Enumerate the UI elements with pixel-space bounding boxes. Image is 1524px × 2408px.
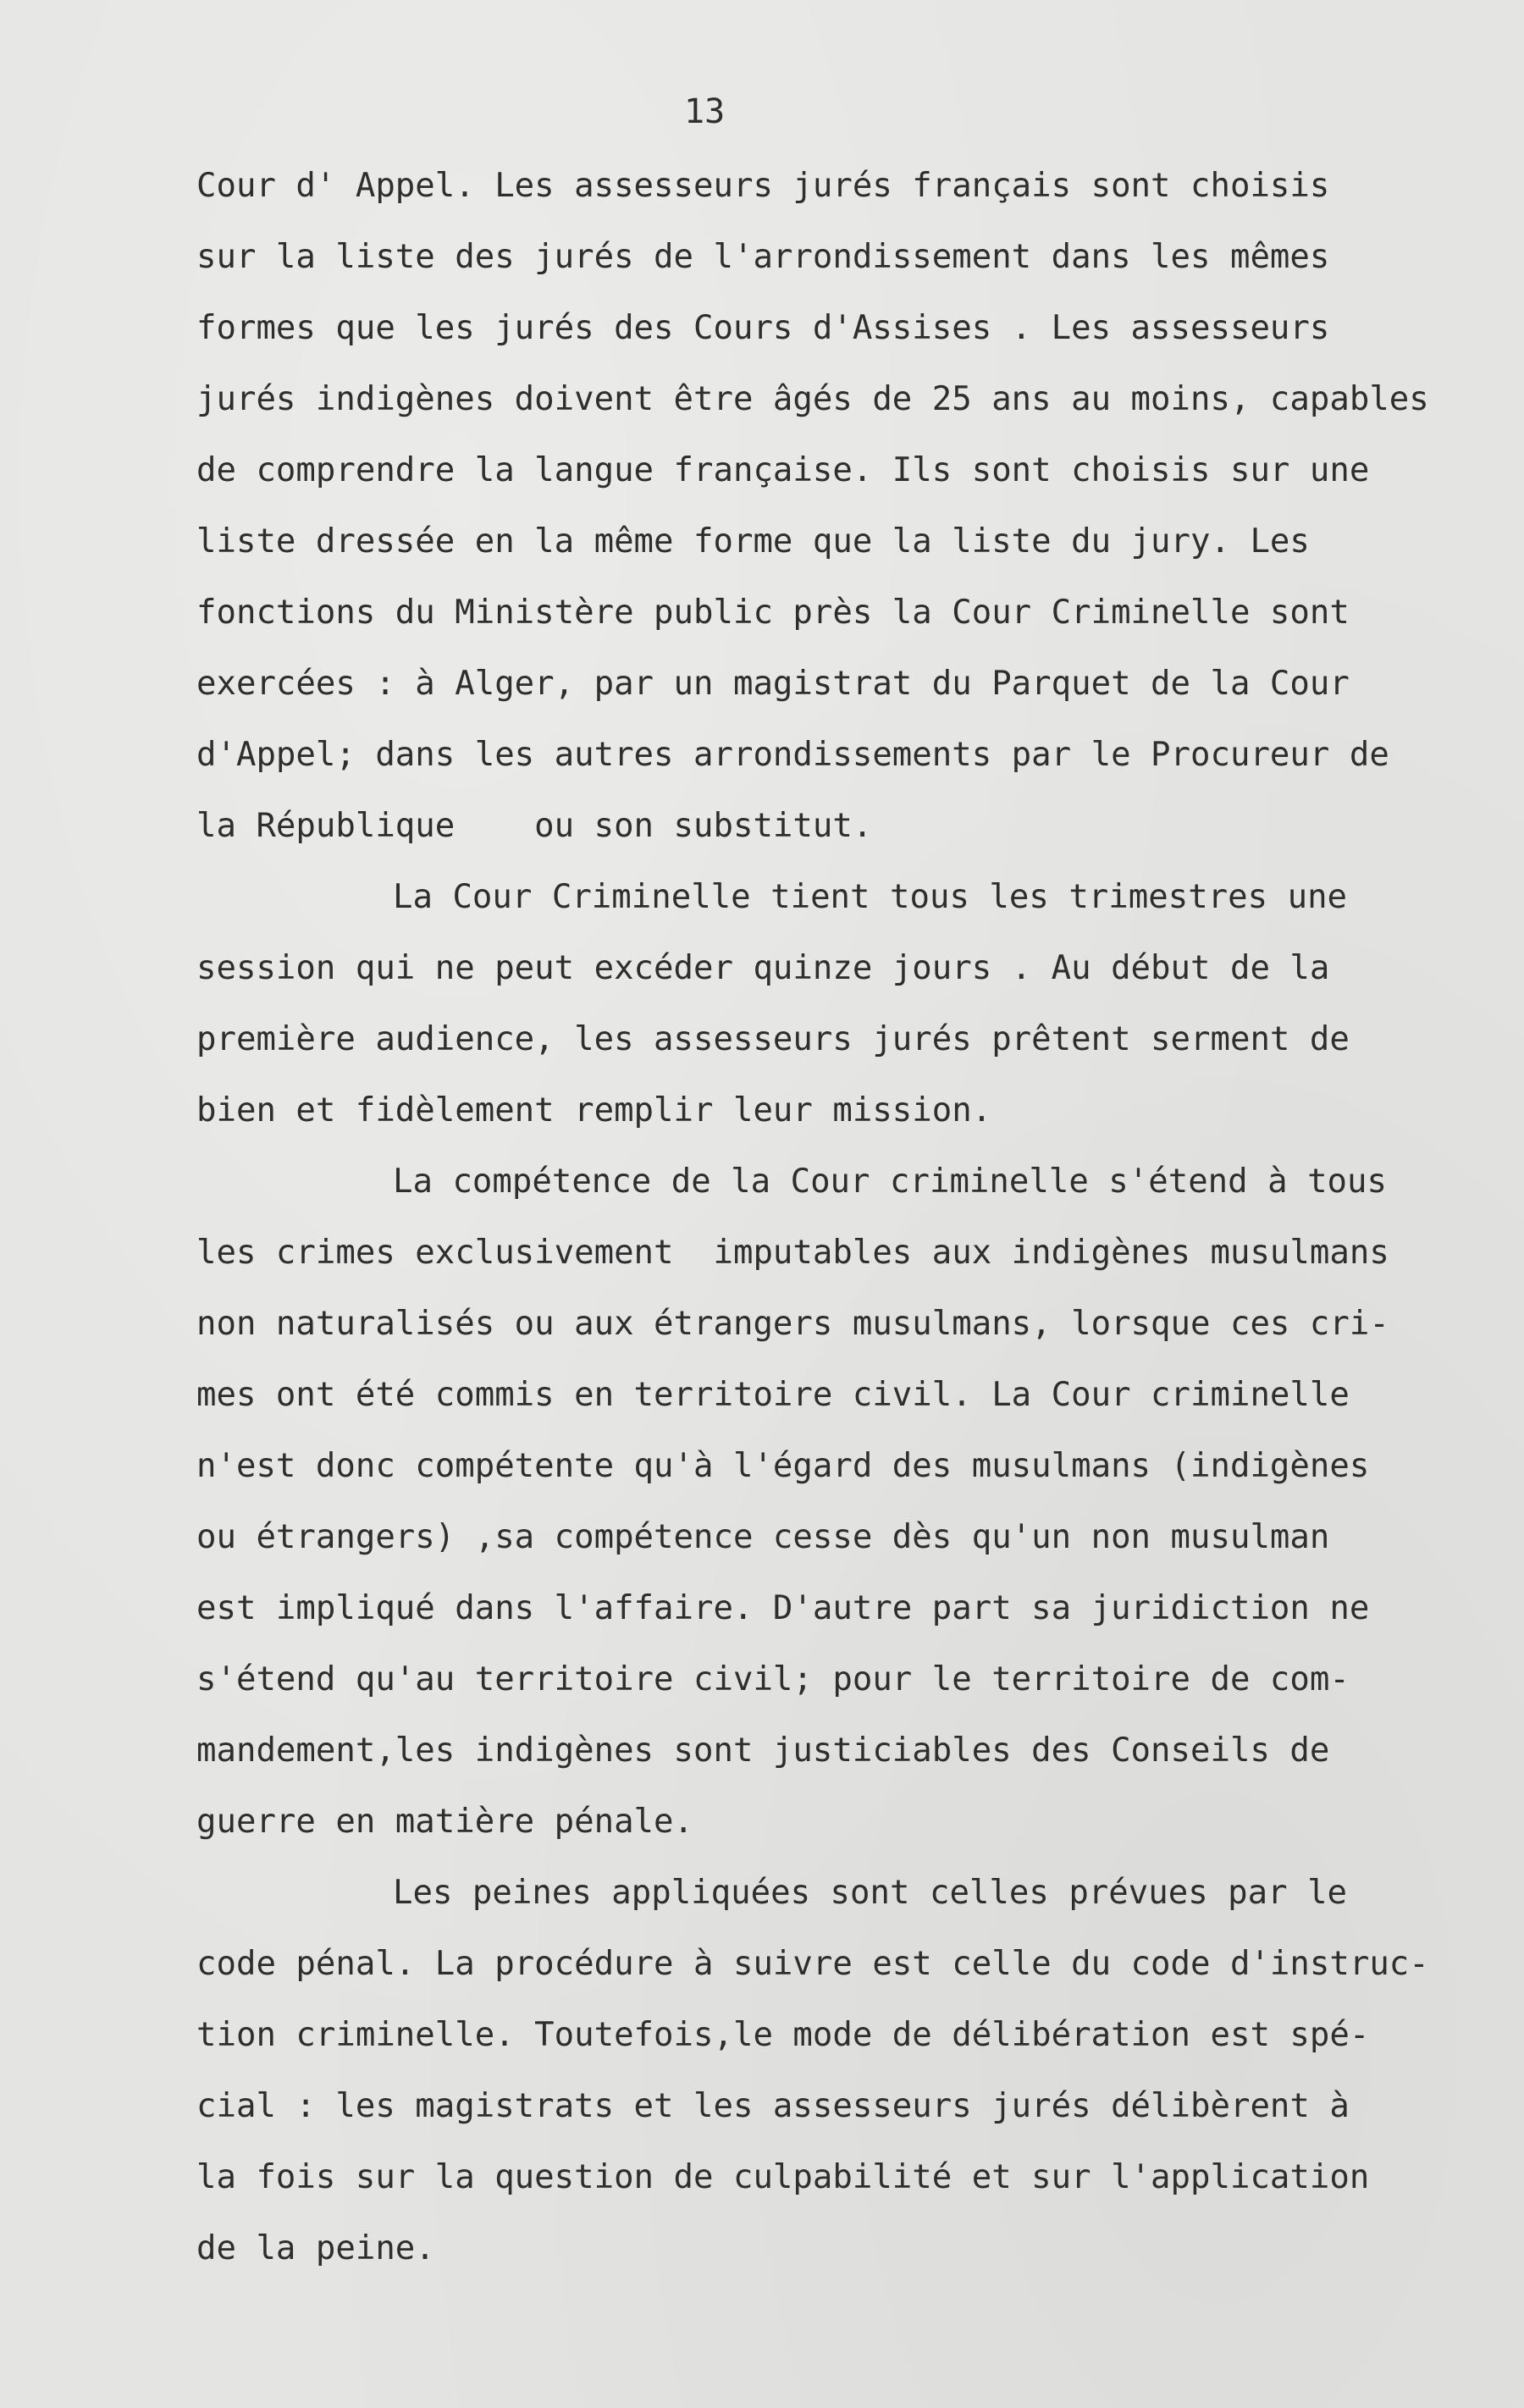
text-line: formes que les jurés des Cours d'Assises . Les assesseurs	[196, 309, 1330, 347]
text-line: session qui ne peut excéder quinze jours . Au début de la	[196, 949, 1330, 987]
paragraph-1	[196, 151, 1483, 862]
text-line: la République ou son substitut.	[196, 807, 873, 845]
text-line: les crimes exclusivement imputables aux indigènes musulmans	[196, 1234, 1389, 1272]
text-line: non naturalisés ou aux étrangers musulmans, lorsque ces cri-	[196, 1305, 1389, 1343]
text-line: n'est donc compétente qu'à l'égard des musulmans (indigènes	[196, 1447, 1370, 1485]
text-line: est impliqué dans l'affaire. D'autre part sa juridiction ne	[196, 1589, 1370, 1627]
text-line: exercées : à Alger, par un magistrat du Parquet de la Cour	[196, 665, 1350, 703]
text-line: s'étend qu'au territoire civil; pour le territoire de com-	[196, 1660, 1350, 1698]
paragraph-2	[196, 862, 1483, 1146]
text-line: d'Appel; dans les autres arrondissements par le Procureur de	[196, 736, 1389, 774]
page-number: 13	[684, 92, 726, 131]
text-line: guerre en matière pénale.	[196, 1803, 693, 1841]
paragraph-3	[196, 1146, 1483, 1858]
body-text	[196, 151, 1483, 2284]
text-line: jurés indigènes doivent être âgés de 25 ans au moins, capables	[196, 380, 1429, 418]
text-line: Les peines appliquées sont celles prévues par le	[393, 1874, 1348, 1912]
text-line: La compétence de la Cour criminelle s'étend à tous	[393, 1163, 1387, 1201]
text-line: fonctions du Ministère public près la Cour Criminelle sont	[196, 594, 1350, 632]
text-line: La Cour Criminelle tient tous les trimestres une	[393, 878, 1348, 916]
text-line: de comprendre la langue française. Ils sont choisis sur une	[196, 451, 1370, 489]
text-line: sur la liste des jurés de l'arrondissement dans les mêmes	[196, 238, 1330, 276]
text-line: code pénal. La procédure à suivre est celle du code d'instruc-	[196, 1945, 1429, 1983]
text-line: de la peine.	[196, 2229, 435, 2267]
text-line: mandement,les indigènes sont justiciables des Conseils de	[196, 1731, 1330, 1770]
paragraph-4	[196, 1858, 1483, 2284]
text-line: ou étrangers) ,sa compétence cesse dès qu'un non musulman	[196, 1518, 1330, 1556]
text-line: Cour d' Appel. Les assesseurs jurés français sont choisis	[196, 167, 1330, 205]
text-line: première audience, les assesseurs jurés prêtent serment de	[196, 1020, 1350, 1058]
text-line: bien et fidèlement remplir leur mission.	[196, 1091, 992, 1129]
text-line: la fois sur la question de culpabilité et sur l'application	[196, 2158, 1370, 2196]
text-line: mes ont été commis en territoire civil. La Cour criminelle	[196, 1376, 1350, 1414]
text-line: cial : les magistrats et les assesseurs jurés délibèrent à	[196, 2087, 1350, 2125]
text-line: liste dressée en la même forme que la liste du jury. Les	[196, 522, 1310, 561]
text-line: tion criminelle. Toutefois,le mode de délibération est spé-	[196, 2016, 1370, 2054]
